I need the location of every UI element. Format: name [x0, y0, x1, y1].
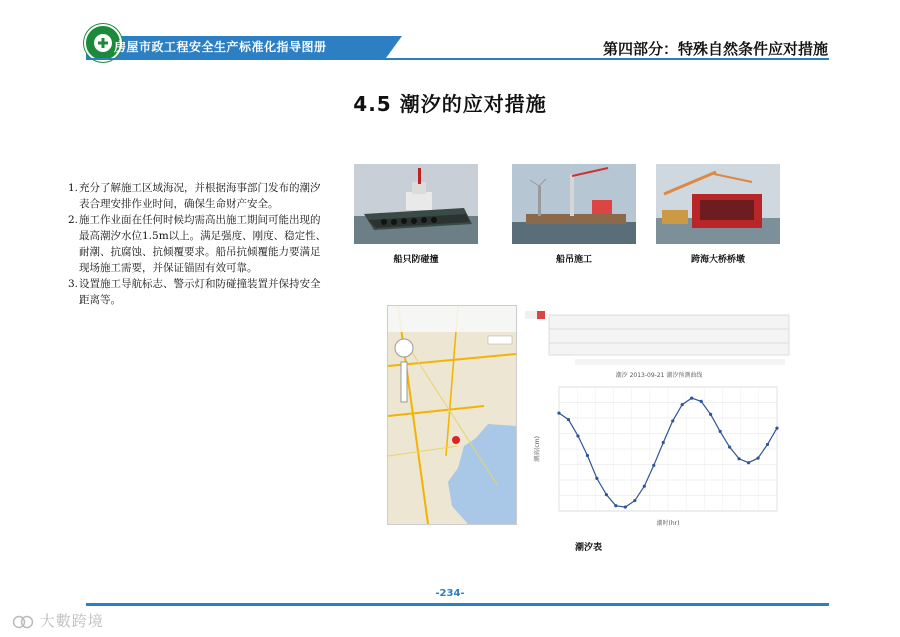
page-title: 4.5 潮汐的应对措施 — [353, 92, 547, 116]
section-title: 第四部分：特殊自然条件应对措施 — [602, 40, 828, 58]
tide-point — [690, 396, 693, 399]
tide-point — [737, 457, 740, 460]
tide-point — [681, 403, 684, 406]
tide-panel — [525, 305, 793, 527]
list-item: 3. 设置施工导航标志、警示灯和防碰撞装置并保持安全距离等。 — [68, 278, 321, 306]
tide-point — [624, 505, 627, 508]
footer-rule — [86, 603, 829, 606]
watermark-logo-icon — [12, 615, 34, 629]
chart-title: 潮汐 2013-09-21 潮汐预测曲线 — [615, 372, 703, 379]
list-item-text: 施工作业面在任何时候均需高出施工期间可能出现的最高潮汐水位1.5m以上。满足强度、刚度、稳定性、耐潮、抗腐蚀、抗倾覆要求。船吊抗倾覆能力要满足现场施工需要，并保证锚固有效可靠。 — [79, 214, 327, 274]
tide-point — [700, 400, 703, 403]
tide-point — [557, 412, 560, 415]
tide-caption: 潮汐表 — [575, 543, 603, 553]
x-axis-label: 潮时(hr) — [656, 520, 680, 527]
tide-point — [756, 457, 759, 460]
tide-point — [605, 493, 608, 496]
photo-caption: 跨海大桥桥墩 — [690, 255, 745, 265]
photo-caption: 船只防碰撞 — [393, 255, 439, 265]
watermark: 大數跨境 — [12, 610, 104, 631]
measures-list — [68, 180, 330, 308]
header-rule — [86, 58, 829, 60]
tide-point — [586, 454, 589, 457]
tide-point — [719, 430, 722, 433]
tide-point — [652, 464, 655, 467]
list-item-text: 充分了解施工区域海况，并根据海事部门发布的潮汐表合理安排作业时间，确保生命财产安全。 — [79, 182, 321, 210]
crane-photo — [512, 164, 636, 244]
tide-point — [576, 434, 579, 437]
list-item-text: 设置施工导航标志、警示灯和防碰撞装置并保持安全距离等。 — [79, 278, 321, 306]
tide-point — [728, 445, 731, 448]
tide-point — [766, 443, 769, 446]
pier-photo — [656, 164, 780, 244]
y-axis-label: 潮高(cm) — [534, 436, 541, 462]
tide-point — [775, 427, 778, 430]
boat-photo — [354, 164, 478, 244]
tide-point — [595, 477, 598, 480]
tide-point — [709, 413, 712, 416]
list-item: 1. 充分了解施工区域海况，并根据海事部门发布的潮汐表合理安排作业时间，确保生命财产安全。 — [68, 182, 321, 210]
tide-point — [614, 504, 617, 507]
list-item: 2. 施工作业面在任何时候均需高出施工期间可能出现的最高潮汐水位1.5m以上。满足强度、刚度、稳定性、耐潮、抗腐蚀、抗倾覆要求。船吊抗倾覆能力要满足现场施工需要，并保证锚固有效可靠。 — [68, 214, 327, 274]
tide-point — [567, 418, 570, 421]
tide-point — [747, 461, 750, 464]
photo-caption: 船吊施工 — [555, 255, 592, 265]
tide-point — [662, 441, 665, 444]
tide-point — [671, 419, 674, 422]
tide-point — [633, 499, 636, 502]
page-number: -234- — [435, 588, 465, 599]
book-title: 房屋市政工程安全生产标准化指导图册 — [114, 40, 327, 54]
coast-map — [387, 305, 517, 525]
tide-chart — [525, 305, 793, 527]
cross-icon — [98, 38, 108, 48]
tide-point — [643, 485, 646, 488]
